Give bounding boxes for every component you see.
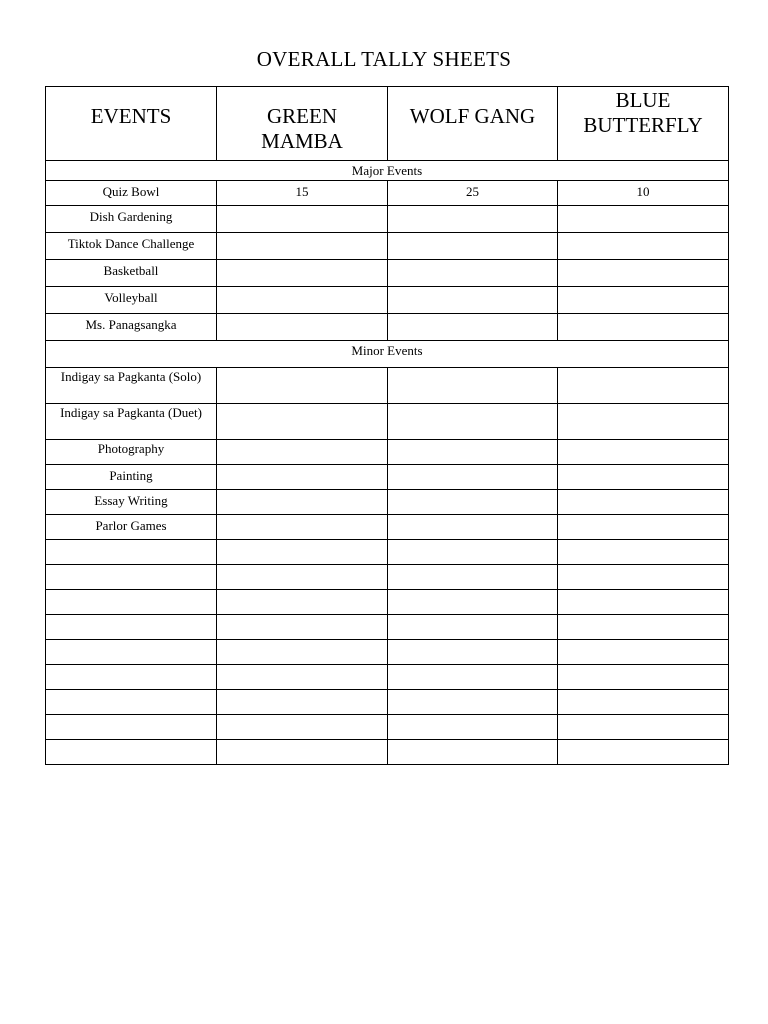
score-blue-butterfly: 10 [558, 181, 729, 206]
table-row [46, 233, 729, 260]
score-blue-butterfly [558, 233, 729, 260]
event-name: Indigay sa Pagkanta (Duet) [46, 404, 217, 440]
score-blue-butterfly [558, 490, 729, 515]
event-name: Volleyball [46, 287, 217, 314]
score-green-mamba [217, 515, 388, 540]
score-blue-butterfly [558, 260, 729, 287]
blank-cell [388, 640, 558, 665]
blank-row [46, 590, 729, 615]
blank-cell [388, 590, 558, 615]
score-green-mamba [217, 404, 388, 440]
blank-cell [558, 665, 729, 690]
table-row [46, 181, 729, 206]
table-row [46, 260, 729, 287]
blank-cell [46, 690, 217, 715]
blank-cell [46, 665, 217, 690]
score-wolf-gang [388, 206, 558, 233]
section-label-minor: Minor Events [46, 341, 729, 368]
blank-cell [46, 615, 217, 640]
section-row-major [46, 161, 729, 181]
event-name: Photography [46, 440, 217, 465]
event-name: Indigay sa Pagkanta (Solo) [46, 368, 217, 404]
page-title: OVERALL TALLY SHEETS [256, 47, 512, 71]
blank-cell [46, 715, 217, 740]
blank-cell [388, 540, 558, 565]
score-blue-butterfly [558, 314, 729, 341]
header-wolf-gang: WOLF GANG [388, 87, 558, 161]
blank-cell [558, 640, 729, 665]
event-name: Parlor Games [46, 515, 217, 540]
table-row [46, 206, 729, 233]
blank-cell [388, 740, 558, 765]
blank-row [46, 715, 729, 740]
score-wolf-gang [388, 260, 558, 287]
blank-cell [217, 540, 388, 565]
table-row [46, 287, 729, 314]
score-green-mamba [217, 465, 388, 490]
blank-cell [388, 665, 558, 690]
header-green-mamba: GREEN MAMBA [217, 87, 388, 161]
table-row [46, 404, 729, 440]
event-name: Essay Writing [46, 490, 217, 515]
score-green-mamba [217, 440, 388, 465]
table-row [46, 515, 729, 540]
blank-cell [217, 665, 388, 690]
blank-row [46, 565, 729, 590]
score-wolf-gang [388, 368, 558, 404]
score-blue-butterfly [558, 368, 729, 404]
score-wolf-gang [388, 233, 558, 260]
score-green-mamba [217, 287, 388, 314]
table-row [46, 314, 729, 341]
blank-cell [46, 740, 217, 765]
score-wolf-gang: 25 [388, 181, 558, 206]
score-blue-butterfly [558, 515, 729, 540]
table-row [46, 465, 729, 490]
section-row-minor [46, 341, 729, 368]
blank-cell [217, 615, 388, 640]
blank-row [46, 640, 729, 665]
blank-cell [217, 715, 388, 740]
score-wolf-gang [388, 440, 558, 465]
blank-cell [388, 690, 558, 715]
score-green-mamba [217, 490, 388, 515]
score-green-mamba [217, 368, 388, 404]
score-green-mamba [217, 233, 388, 260]
score-green-mamba: 15 [217, 181, 388, 206]
score-wolf-gang [388, 314, 558, 341]
table-row [46, 368, 729, 404]
score-wolf-gang [388, 465, 558, 490]
blank-cell [46, 540, 217, 565]
table-row [46, 490, 729, 515]
event-name: Dish Gardening [46, 206, 217, 233]
event-name: Painting [46, 465, 217, 490]
blank-cell [558, 615, 729, 640]
blank-cell [217, 690, 388, 715]
score-blue-butterfly [558, 206, 729, 233]
blank-cell [217, 640, 388, 665]
event-name: Ms. Panagsangka [46, 314, 217, 341]
event-name: Tiktok Dance Challenge [46, 233, 217, 260]
header-row [46, 87, 729, 161]
blank-cell [217, 590, 388, 615]
blank-cell [388, 565, 558, 590]
score-green-mamba [217, 260, 388, 287]
score-blue-butterfly [558, 440, 729, 465]
blank-row [46, 540, 729, 565]
blank-cell [558, 740, 729, 765]
event-name: Basketball [46, 260, 217, 287]
score-blue-butterfly [558, 287, 729, 314]
blank-cell [558, 715, 729, 740]
score-wolf-gang [388, 490, 558, 515]
blank-row [46, 740, 729, 765]
blank-cell [388, 615, 558, 640]
score-wolf-gang [388, 287, 558, 314]
score-blue-butterfly [558, 404, 729, 440]
blank-row [46, 615, 729, 640]
score-blue-butterfly [558, 465, 729, 490]
blank-row [46, 690, 729, 715]
blank-cell [558, 590, 729, 615]
event-name: Quiz Bowl [46, 181, 217, 206]
score-green-mamba [217, 314, 388, 341]
header-blue-butterfly: BLUE BUTTERFLY [558, 87, 729, 161]
blank-cell [558, 690, 729, 715]
table-row [46, 440, 729, 465]
blank-cell [558, 565, 729, 590]
score-green-mamba [217, 206, 388, 233]
blank-cell [558, 540, 729, 565]
blank-cell [46, 640, 217, 665]
tally-table [45, 86, 729, 765]
section-label-major: Major Events [46, 161, 729, 181]
blank-cell [217, 565, 388, 590]
blank-cell [388, 715, 558, 740]
header-events: EVENTS [46, 87, 217, 161]
blank-cell [46, 590, 217, 615]
score-wolf-gang [388, 515, 558, 540]
blank-cell [217, 740, 388, 765]
score-wolf-gang [388, 404, 558, 440]
blank-cell [46, 565, 217, 590]
blank-row [46, 665, 729, 690]
